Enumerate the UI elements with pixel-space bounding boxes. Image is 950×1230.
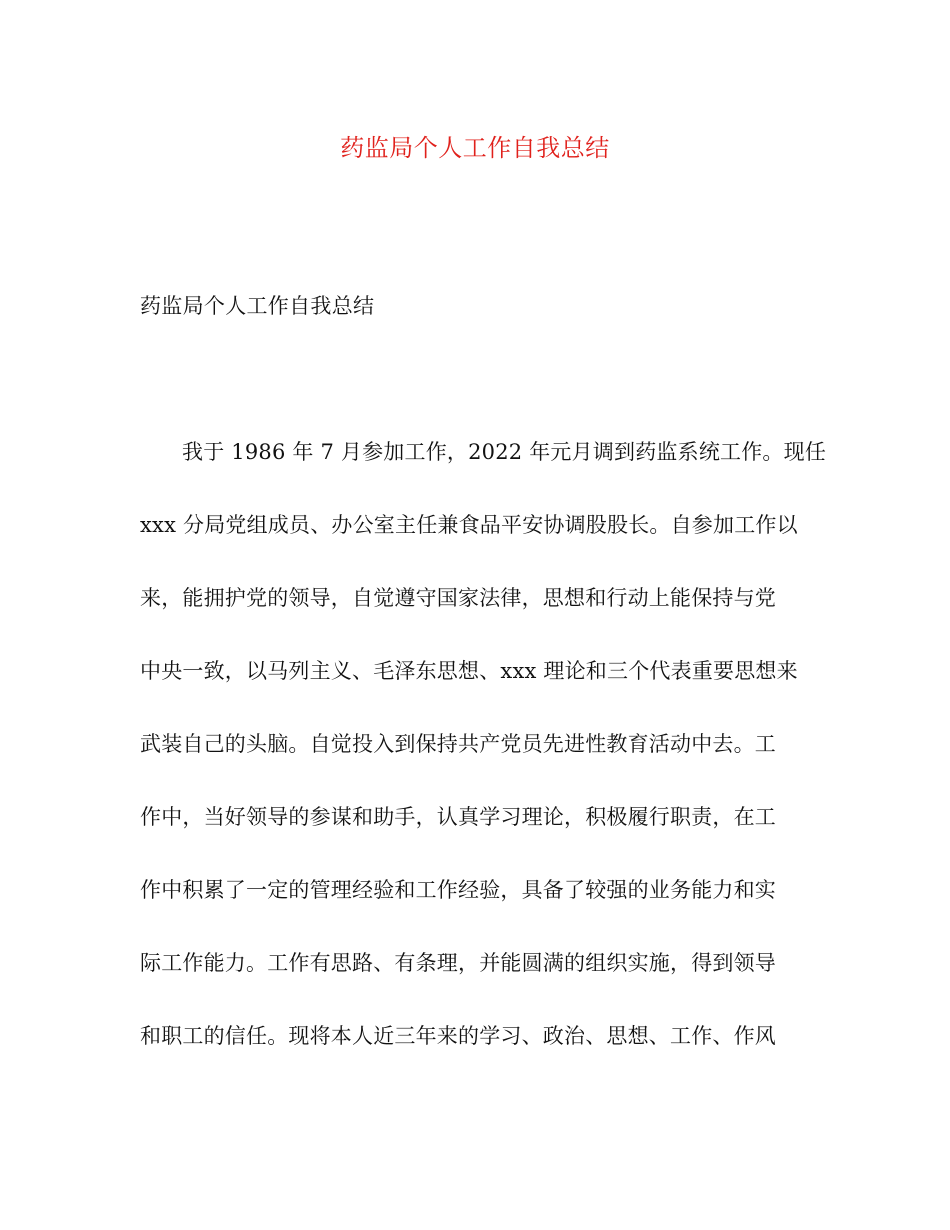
body-line-7: 作中积累了一定的管理经验和工作经验，具备了较强的业务能力和实: [140, 878, 776, 902]
body-line-9: 和职工的信任。现将本人近三年来的学习、政治、思想、工作、作风: [140, 1024, 776, 1048]
body-line-4: 中央一致，以马列主义、毛泽东思想、xxx 理论和三个代表重要思想来: [140, 659, 798, 683]
body-line-3: 来，能拥护党的领导，自觉遵守国家法律，思想和行动上能保持与党: [140, 586, 776, 610]
document-title: 药监局个人工作自我总结: [340, 134, 610, 162]
body-line-2: xxx 分局党组成员、办公室主任兼食品平安协调股股长。自参加工作以: [140, 513, 798, 537]
body-line-8: 际工作能力。工作有思路、有条理，并能圆满的组织实施，得到领导: [140, 951, 776, 975]
body-line-1: 我于 1986 年 7 月参加工作，2022 年元月调到药监系统工作。现任: [182, 440, 827, 464]
body-line-6: 作中，当好领导的参谋和助手，认真学习理论，积极履行职责，在工: [140, 805, 776, 829]
document-subtitle: 药监局个人工作自我总结: [140, 294, 375, 318]
body-line-5: 武装自己的头脑。自觉投入到保持共产党员先进性教育活动中去。工: [140, 732, 776, 756]
